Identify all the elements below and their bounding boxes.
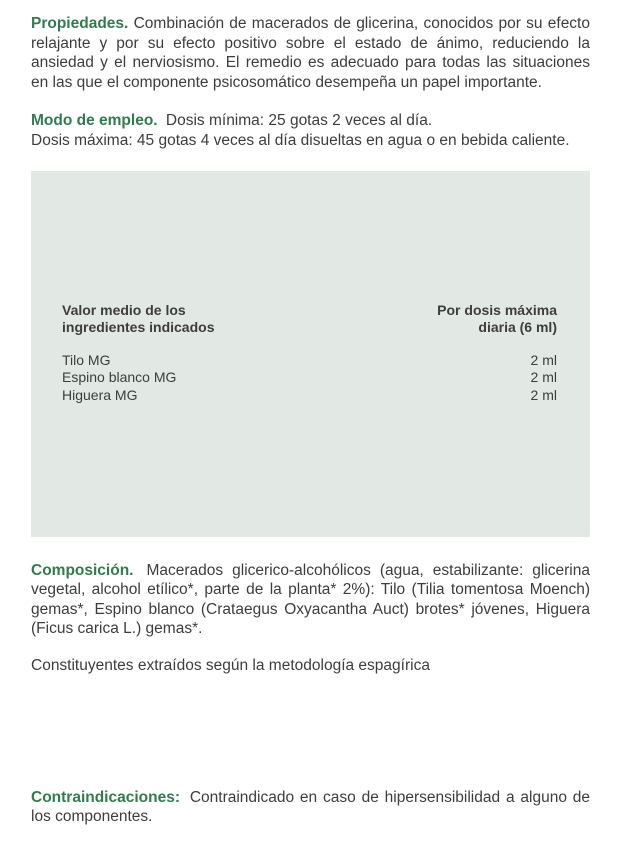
ingredient-amount: 2 ml — [530, 351, 557, 368]
modo-heading: Modo de empleo. — [31, 112, 158, 130]
table-row — [62, 369, 557, 387]
modo-line-1 — [31, 111, 590, 131]
table-row — [62, 387, 557, 405]
composicion-body: Macerados glicerico-alcohólicos (agua, estabilizante: glicerina vegetal, alcohol etílico*, parte de la planta* 2%): Tilo (Tilia tomentosa Moench) gemas*, Espino blanco (Crataegus Oxyacantha Auct) brotes* jóvenes, Higuera (Ficus carica L.) gemas*. — [31, 561, 590, 638]
dosage-header-right-line2: diaria (6 ml) — [478, 319, 557, 336]
dosage-header-left-line1: Valor medio de los — [62, 301, 186, 318]
dosage-header-left-line2: ingredientes indicados — [62, 319, 215, 336]
contraindicaciones-body: Contraindicado en caso de hipersensibilidad a alguno de los componentes. — [31, 788, 591, 826]
leaflet-content — [31, 0, 590, 827]
ingredient-name: Tilo MG — [62, 351, 111, 368]
ingredient-name: Espino blanco MG — [62, 369, 177, 386]
table-row — [62, 352, 557, 370]
propiedades-heading: Propiedades. — [31, 15, 129, 32]
modo-dosis-maxima: Dosis máxima: 45 gotas 4 veces al día disueltas en agua o en bebida caliente. — [31, 131, 570, 149]
dosage-table-header — [62, 302, 557, 337]
section-contraindicaciones — [31, 788, 590, 827]
propiedades-body: Combinación de macerados de glicerina, conocidos por su efecto relajante y por su efecto positivo sobre el estado de ánimo, reduciendo la ansiedad y el nerviosismo. El remedio es adecuado para todas las situaciones en las que el componente psicosomático desempeña un papel importante. — [31, 15, 590, 91]
composicion-paragraph — [31, 561, 590, 639]
ingredient-amount: 2 ml — [530, 369, 557, 386]
modo-dosis-minima: Dosis mínima: 25 gotas 2 veces al día. — [165, 112, 433, 130]
dosage-header-right-line1: Por dosis máxima — [437, 301, 557, 318]
section-modo-de-empleo — [31, 111, 590, 150]
composicion-heading: Composición. — [31, 561, 134, 579]
dosage-table — [31, 171, 590, 537]
dosage-header-ingredients — [62, 302, 214, 337]
dosage-table-rows — [62, 352, 557, 405]
modo-line-2 — [31, 131, 590, 151]
constituyentes-note: Constituyentes extraídos según la metodología espagírica — [31, 656, 430, 674]
dosage-header-max-dose — [437, 302, 557, 337]
ingredient-name: Higuera MG — [62, 386, 138, 403]
contraindicaciones-paragraph — [31, 788, 590, 827]
ingredient-amount: 2 ml — [530, 386, 557, 403]
section-propiedades — [31, 14, 590, 92]
contraindicaciones-heading: Contraindicaciones: — [31, 788, 180, 806]
section-composicion — [31, 561, 590, 676]
